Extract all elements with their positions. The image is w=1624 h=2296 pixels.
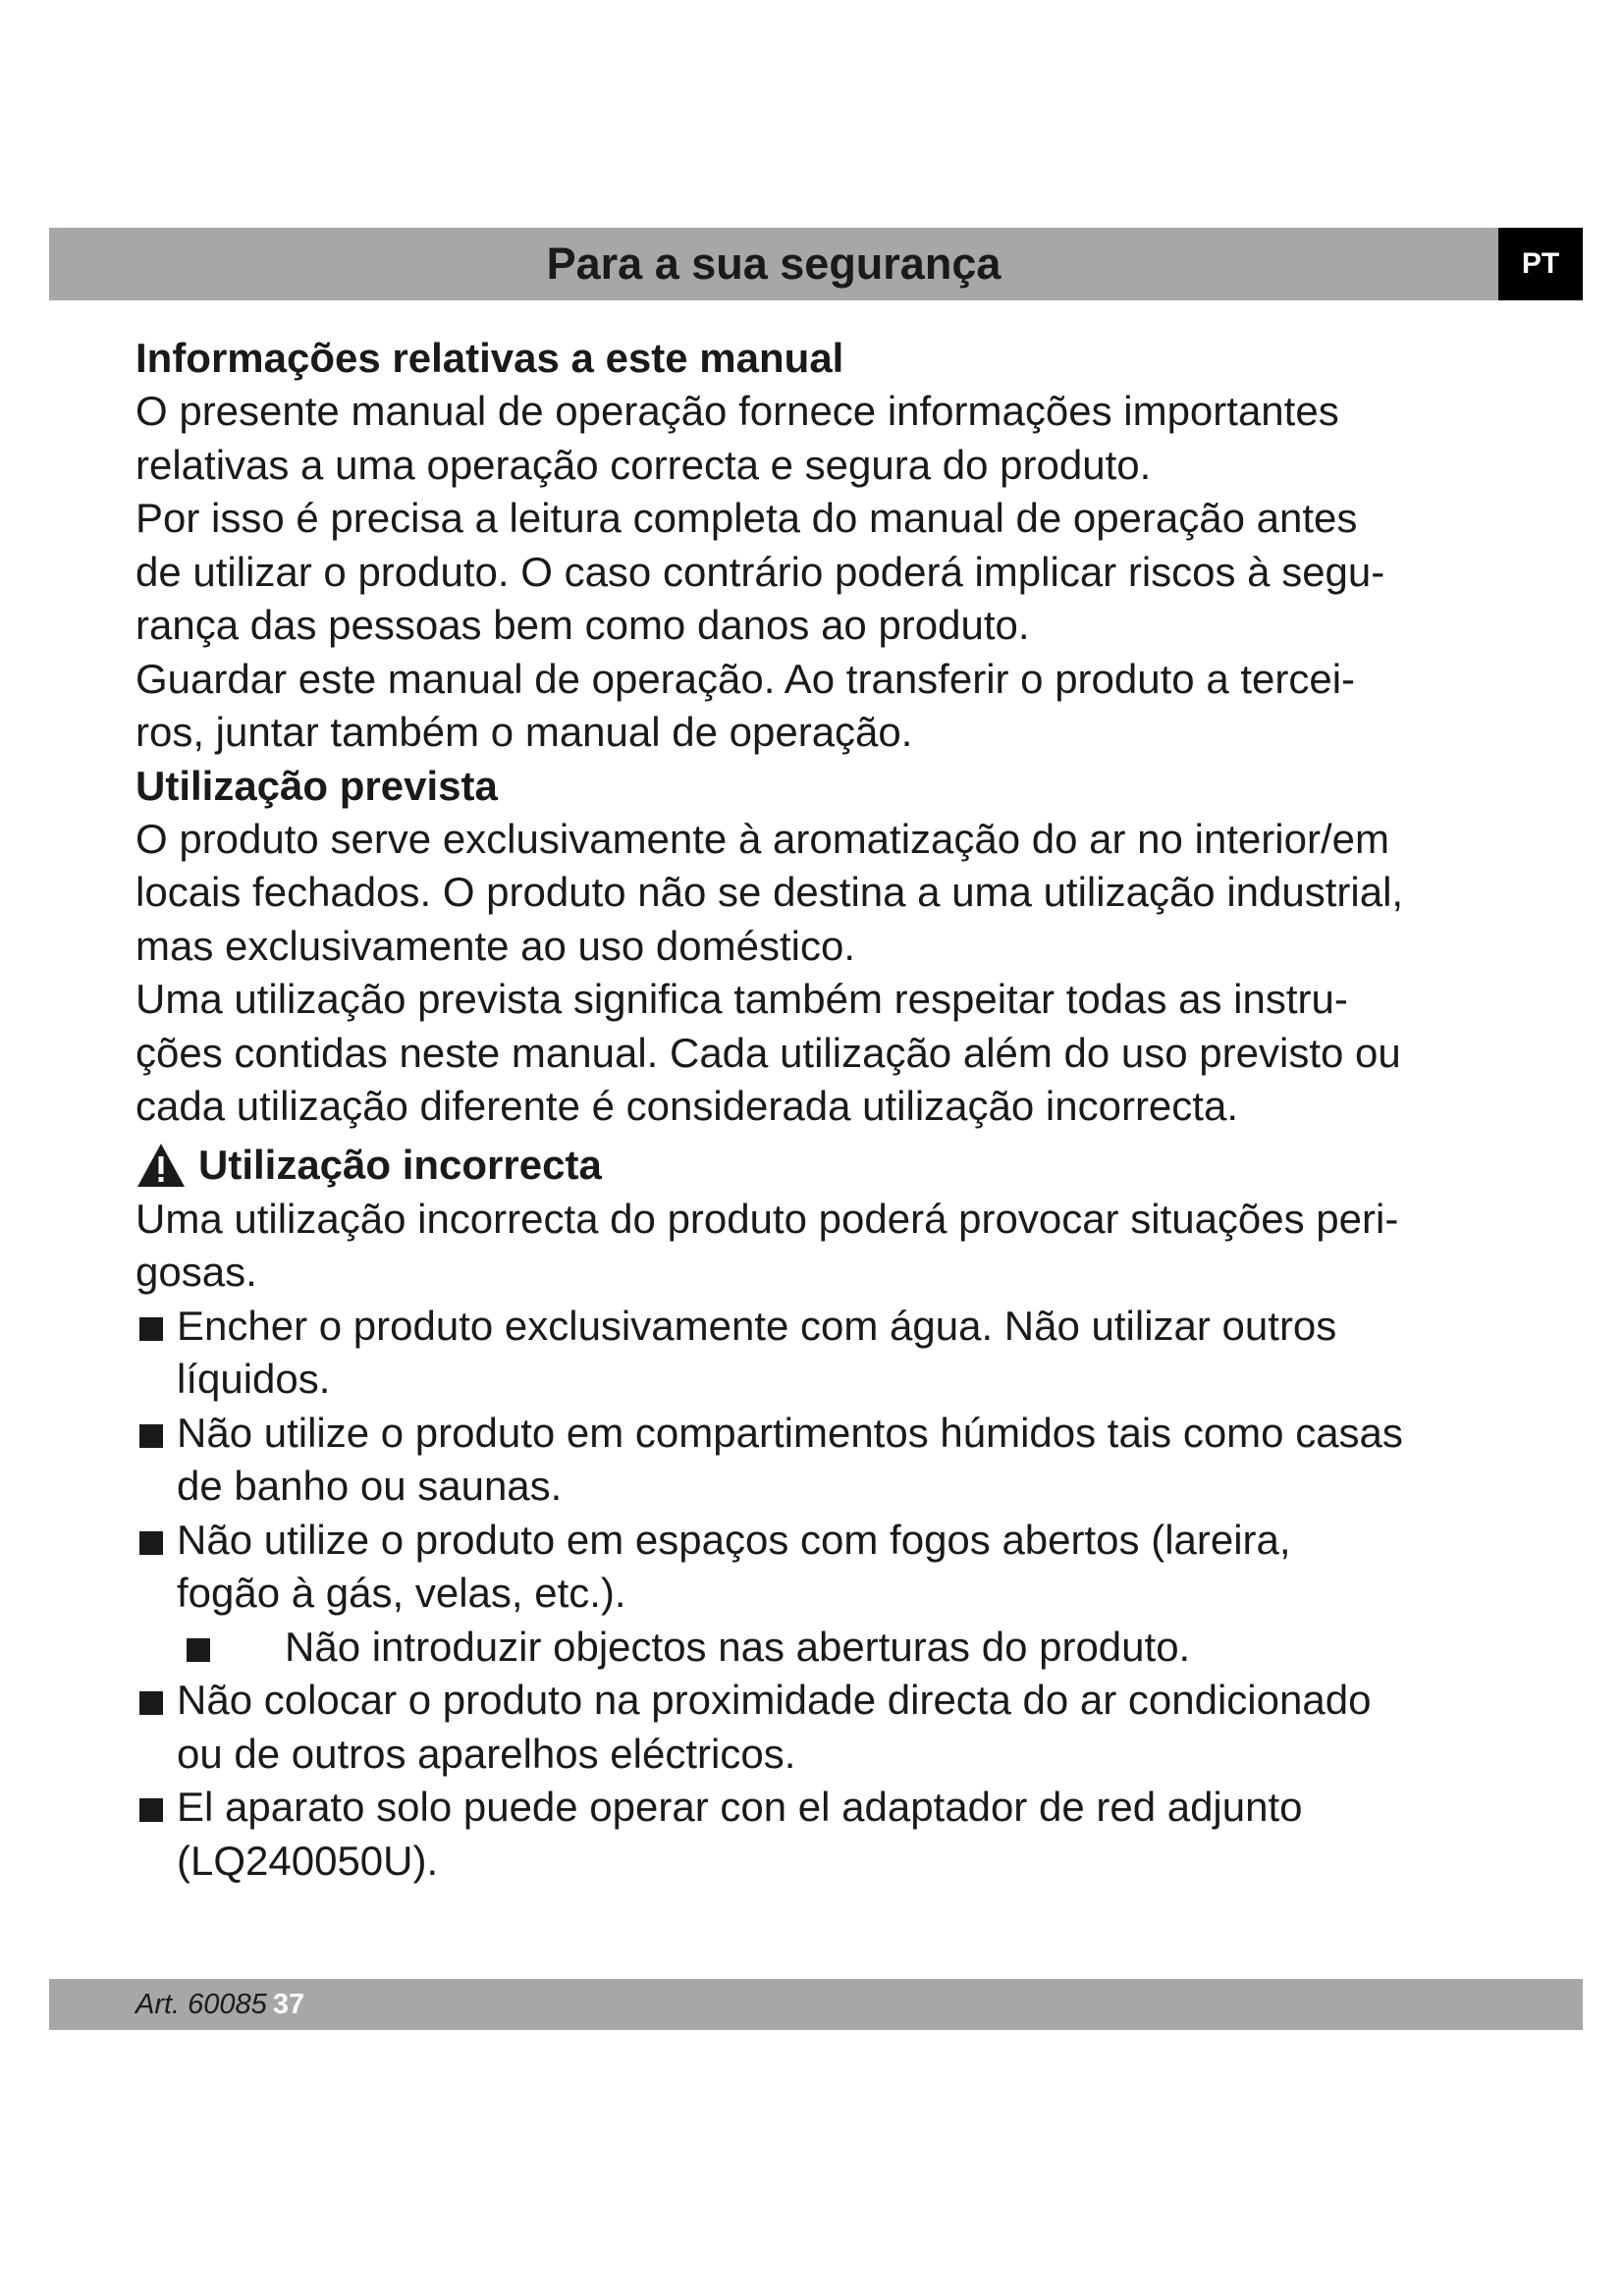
square-bullet-icon	[139, 1691, 163, 1715]
list-item	[135, 1781, 1520, 1835]
list-item	[135, 1300, 1520, 1354]
paragraph-line: ções contidas neste manual. Cada utilização além do uso previsto ou	[135, 1029, 1401, 1076]
list-item-text: Não utilize o produto em compartimentos húmidos tais como casas	[177, 1409, 1403, 1456]
list-item-text: de banho ou saunas.	[177, 1463, 563, 1509]
language-badge: PT	[1498, 228, 1583, 300]
page-title: Para a sua segurança	[546, 239, 1001, 289]
list-item-continuation	[135, 1460, 1520, 1514]
list-item-continuation	[135, 1835, 1520, 1889]
list-item-text: (LQ240050U).	[177, 1837, 439, 1884]
list-item	[135, 1407, 1520, 1461]
paragraph-line: Por isso é precisa a leitura completa do manual de operação antes	[135, 495, 1358, 541]
section-manual-info	[135, 332, 1520, 760]
list-item-continuation	[135, 1353, 1520, 1407]
square-bullet-icon	[139, 1317, 163, 1341]
square-bullet-icon	[139, 1424, 163, 1448]
warning-heading-row	[135, 1138, 1520, 1193]
paragraph-line: de utilizar o produto. O caso contrário poderá implicar riscos à segu-	[135, 548, 1385, 595]
list-item	[135, 1514, 1520, 1568]
warning-list	[135, 1300, 1520, 1889]
paragraph-line: cada utilização diferente é considerada utilização incorrecta.	[135, 1083, 1238, 1129]
list-item	[135, 1674, 1520, 1728]
list-item-text: ou de outros aparelhos eléctricos.	[177, 1730, 796, 1777]
list-item-text: Não introduzir objectos nas aberturas do produto.	[285, 1623, 1191, 1670]
list-item-continuation	[135, 1567, 1520, 1621]
list-item-text: fogão à gás, velas, etc.).	[177, 1570, 626, 1616]
list-item-continuation	[135, 1728, 1520, 1782]
section-incorrect-use	[135, 1138, 1520, 1889]
paragraph-line: mas exclusivamente ao uso doméstico.	[135, 922, 856, 969]
list-item-text: Encher o produto exclusivamente com água. Não utilizar outros	[177, 1302, 1337, 1349]
section-intended-use	[135, 760, 1520, 1134]
section-heading-incorrect-use: Utilização incorrecta	[198, 1141, 602, 1188]
section-heading-intended-use: Utilização prevista	[135, 762, 498, 809]
list-item-text: Não colocar o produto na proximidade directa do ar condicionado	[177, 1677, 1372, 1723]
paragraph-line: relativas a uma operação correcta e segura do produto.	[135, 441, 1152, 488]
square-bullet-icon	[139, 1531, 163, 1555]
article-number: Art. 60085	[135, 1989, 267, 2020]
paragraph-line: ros, juntar também o manual de operação.	[135, 709, 913, 755]
section-heading-manual: Informações relativas a este manual	[135, 335, 844, 381]
paragraph-line: Guardar este manual de operação. Ao transferir o produto a tercei-	[135, 655, 1356, 702]
page-content	[135, 332, 1520, 1888]
paragraph-line: O presente manual de operação fornece informações importantes	[135, 388, 1339, 434]
paragraph-line: Uma utilização prevista significa também respeitar todas as instru-	[135, 976, 1348, 1022]
paragraph-line: locais fechados. O produto não se destina a uma utilização industrial,	[135, 869, 1404, 915]
paragraph-line: rança das pessoas bem como danos ao produto.	[135, 602, 1030, 648]
list-item-text: líquidos.	[177, 1356, 331, 1402]
paragraph-line: Uma utilização incorrecta do produto poderá provocar situações peri-	[135, 1195, 1399, 1242]
paragraph-line: gosas.	[135, 1249, 257, 1295]
square-bullet-icon	[187, 1638, 210, 1662]
list-item-text: Não utilize o produto em espaços com fogos abertos (lareira,	[177, 1516, 1291, 1563]
list-item	[135, 1621, 1520, 1675]
list-item-text: El aparato solo puede operar con el adaptador de red adjunto	[177, 1784, 1303, 1830]
square-bullet-icon	[139, 1798, 163, 1822]
paragraph-line: O produto serve exclusivamente à aromatização do ar no interior/em	[135, 815, 1389, 862]
warning-triangle-icon	[135, 1142, 187, 1189]
footer	[135, 1979, 304, 2030]
page-number: 37	[272, 1989, 305, 2020]
